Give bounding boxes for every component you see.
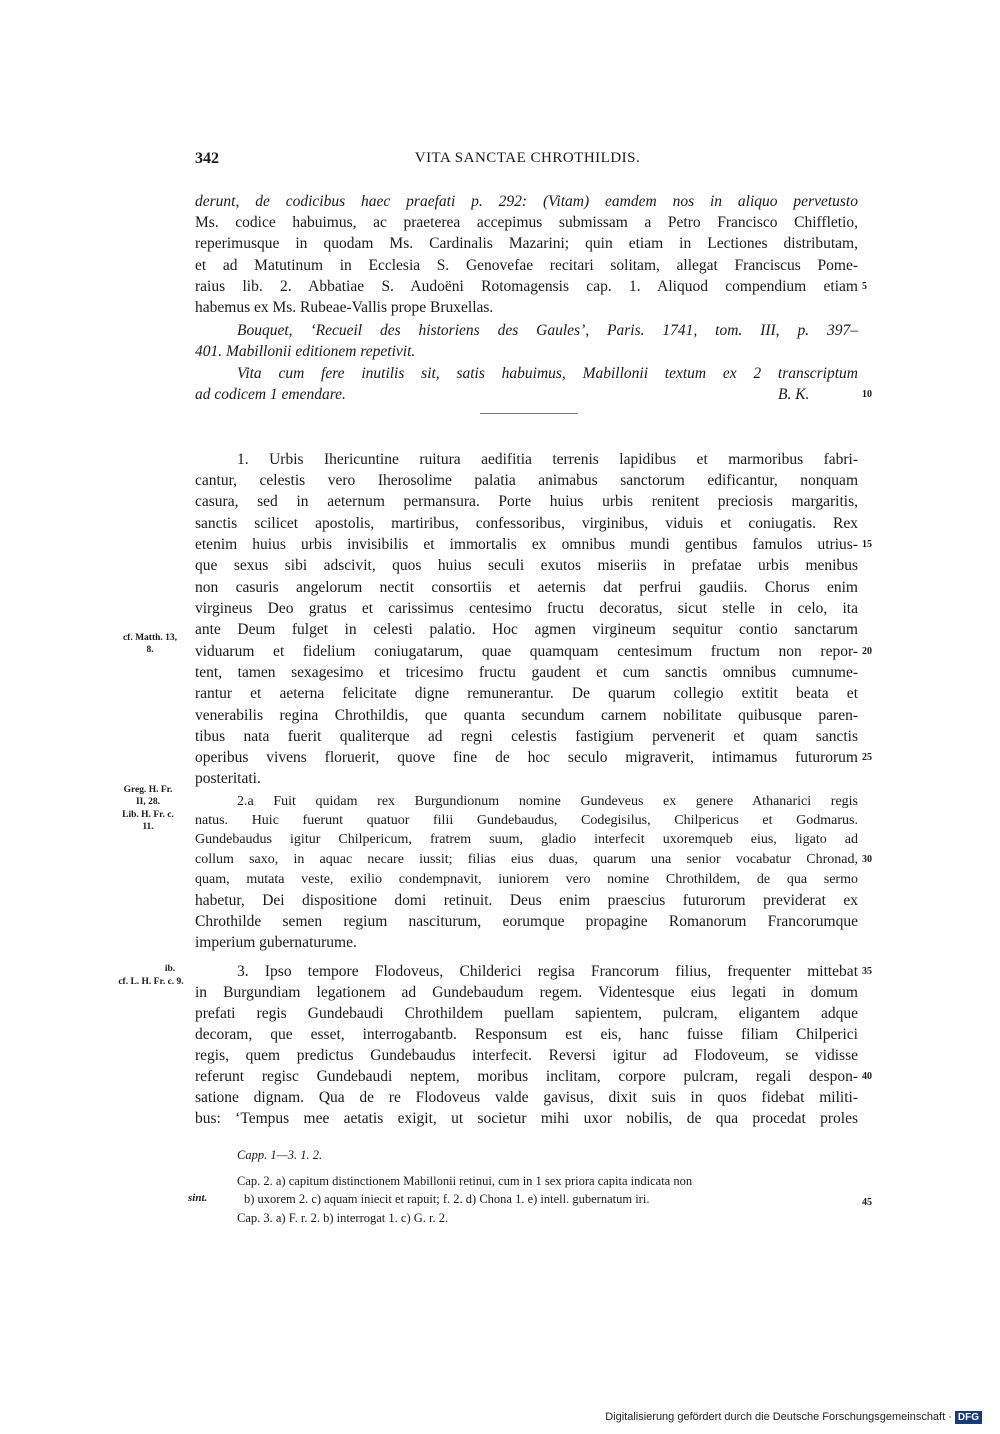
- body-line: cantur, celestis vero Iherosolime palatia animabus sanctorum edificantur, nonquam: [195, 472, 858, 489]
- dfg-logo: DFG: [955, 1411, 982, 1424]
- intro-line: 401. Mabillonii editionem repetivit.: [195, 343, 416, 360]
- line-number: 45: [862, 1197, 872, 1208]
- body-line: 3. Ipso tempore Flodoveus, Childerici regisa Francorum filius, frequenter mittebat: [237, 963, 858, 980]
- body-line: habetur, Dei dispositione domi retinuit. Deus enim praescius futurorum previderat ex: [195, 892, 858, 909]
- line-number: 15: [862, 539, 872, 550]
- body-line: 1. Urbis Ihericuntine ruitura aedifitia terrenis lapidibus et marmoribus fabri-: [237, 451, 858, 468]
- margin-note: Greg. H. Fr. II, 28.: [123, 785, 173, 807]
- footnote-margin: sint.: [188, 1192, 208, 1204]
- body-line: Gundebaudus igitur Chilpericum, fratrem suum, gladio interfecit uxoremqueb eius, ligato ad: [195, 832, 858, 847]
- body-line: imperium gubernaturume.: [195, 934, 357, 951]
- body-line: referunt regisc Gundebaudi neptem, moribus inclitam, corpore pulcram, regali despon-: [195, 1068, 858, 1085]
- editor-initials: B. K.: [778, 386, 810, 403]
- body-line: venerabilis regina Chrothildis, que quanta secundum carnem nobilitate quibusque paren-: [195, 707, 858, 724]
- body-line: collum saxo, in aquac necare iussit; filias eius duas, quarum una senior vocabatur Chronad,: [195, 852, 858, 867]
- body-line: natus. Huic fuerunt quatuor filii Gundebaudus, Codegisilus, Chilpericus et Godmarus.: [195, 813, 858, 828]
- body-line: posteritati.: [195, 770, 261, 787]
- line-number: 40: [862, 1071, 872, 1082]
- intro-line: habemus ex Ms. Rubeae-Vallis prope Bruxellas.: [195, 299, 494, 316]
- intro-line: et ad Matutinum in Ecclesia S. Genovefae recitari solitam, allegat Franciscus Pome-: [195, 257, 858, 274]
- line-number: 5: [862, 281, 867, 292]
- line-number: 30: [862, 854, 872, 865]
- footnote-chapters: Capp. 1—3. 1. 2.: [237, 1148, 323, 1162]
- line-number: 25: [862, 752, 872, 763]
- body-line: etenim huius urbis invisibilis et immortalis ex omnibus mundi gentibus famulos utrius-: [195, 536, 858, 553]
- page-number: 342: [195, 150, 219, 167]
- body-line: viduarum et fidelium coniugatarum, quae quamquam centesimum fructum non repor-: [195, 643, 858, 660]
- digitization-credit: [605, 1411, 982, 1424]
- section-divider: [480, 413, 578, 414]
- body-line: quam, mutata veste, exilio condempnavit, iuniorem vero nomine Chrothildem, de qua sermo: [195, 872, 858, 887]
- margin-note: Lib. H. Fr. c. 11.: [122, 810, 174, 832]
- credit-text: Digitalisierung gefördert durch die Deutsche Forschungsgemeinschaft ·: [605, 1411, 952, 1423]
- body-line: sanctis scilicet apostolis, martiribus, confessoribus, virginibus, viduis et coniugatis. Rex: [195, 515, 858, 532]
- body-line: 2.a Fuit quidam rex Burgundionum nomine Gundeveus ex genere Athanarici regis: [237, 794, 858, 809]
- intro-line: Vita cum fere inutilis sit, satis habuimus, Mabillonii textum ex 2 transcriptum: [237, 365, 858, 382]
- body-line: rantur et aeterna felicitate digne remunerantur. De quarum collegio extitit beata et: [195, 685, 858, 702]
- body-line: Chrothilde semen regium nasciturum, eorumque propagine Romanorum Francorumque: [195, 913, 858, 930]
- line-number: 35: [862, 966, 872, 977]
- margin-note: cf. Matth. 13, 8.: [122, 633, 178, 655]
- intro-line: reperimusque in quodam Ms. Cardinalis Mazarini; quin etiam in Lectiones distributam,: [195, 235, 858, 252]
- body-line: prefati regis Gundebaudi Chrothildem puellam sapientem, pulcram, eligantem adque: [195, 1005, 858, 1022]
- line-number: 20: [862, 646, 872, 657]
- body-line: ante Deum fulget in celesti palatio. Hoc agmen virgineum sequitur contio sanctarum: [195, 621, 858, 638]
- intro-line: ad codicem 1 emendare.: [195, 386, 346, 403]
- body-line: tent, tamen sexagesimo et tricesimo fructu gaudent et cum sanctis omnibus cumnume-: [195, 664, 858, 681]
- body-line: decoram, que esset, interrogabantb. Responsum est eis, hanc fuisse filiam Chilperici: [195, 1026, 858, 1043]
- body-line: operibus vivens floruerit, quove fine de hoc seculo migraverit, intimamus futurorum: [195, 749, 858, 766]
- margin-note: cf. L. H. Fr. c. 9.: [118, 977, 184, 987]
- running-head: [195, 150, 860, 172]
- footnote-line: b) uxorem 2. c) aquam iniecit et rapuit; f. 2. d) Chona 1. e) intell. gubernatum iri.: [244, 1192, 650, 1206]
- body-line: tibus nata fuerit qualiterque ad regni celestis fastigium pervenerit et quam sanctis: [195, 728, 858, 745]
- line-number: 10: [862, 389, 872, 400]
- running-title: VITA SANCTAE CHROTHILDIS.: [414, 150, 641, 166]
- intro-line: Ms. codice habuimus, ac praeterea accepimus submissam a Petro Francisco Chiffletio,: [195, 214, 858, 231]
- body-line: casura, sed in aeternum permansura. Porte huius urbis renitent preciosis margaritis,: [195, 493, 858, 510]
- intro-line: Bouquet, ‘Recueil des historiens des Gaules’, Paris. 1741, tom. III, p. 397–: [237, 322, 858, 339]
- footnote-line: Cap. 2. a) capitum distinctionem Mabillonii retinui, cum in 1 sex priora capita indicata non: [237, 1174, 693, 1188]
- intro-line: derunt, de codicibus haec praefati p. 292: (Vitam) eamdem nos in aliquo pervetusto: [195, 193, 858, 210]
- body-line: non casuris angelorum nectit consortiis et aeternis dat perfrui gaudiis. Chorus enim: [195, 579, 858, 596]
- margin-note: ib.: [164, 964, 176, 974]
- body-line: in Burgundiam legationem ad Gundebaudum regem. Videntesque eius legati in domum: [195, 984, 858, 1001]
- body-line: satione dignam. Qua de re Flodoveus valde gavisus, dixit suis in quos fidebat militi-: [195, 1089, 858, 1106]
- intro-line: raius lib. 2. Abbatiae S. Audoëni Rotomagensis cap. 1. Aliquod compendium etiam: [195, 278, 858, 295]
- body-line: regis, quem predictus Gundebaudus interfecit. Reversi igitur ad Flodoveum, se vidisse: [195, 1047, 858, 1064]
- footnote-line: Cap. 3. a) F. r. 2. b) interrogat 1. c) G. r. 2.: [237, 1211, 449, 1225]
- body-line: bus: ‘Tempus mee aetatis exigit, ut societur mihi uxor nobilis, de qua procedat proles: [195, 1110, 858, 1127]
- body-line: que sexus sibi adscivit, quos huius seculi exutos miseriis in prefatae urbis menibus: [195, 557, 858, 574]
- body-line: virgineus Deo gratus et carissimus centesimo fructu decoratus, sicut stelle in celo, ita: [195, 600, 858, 617]
